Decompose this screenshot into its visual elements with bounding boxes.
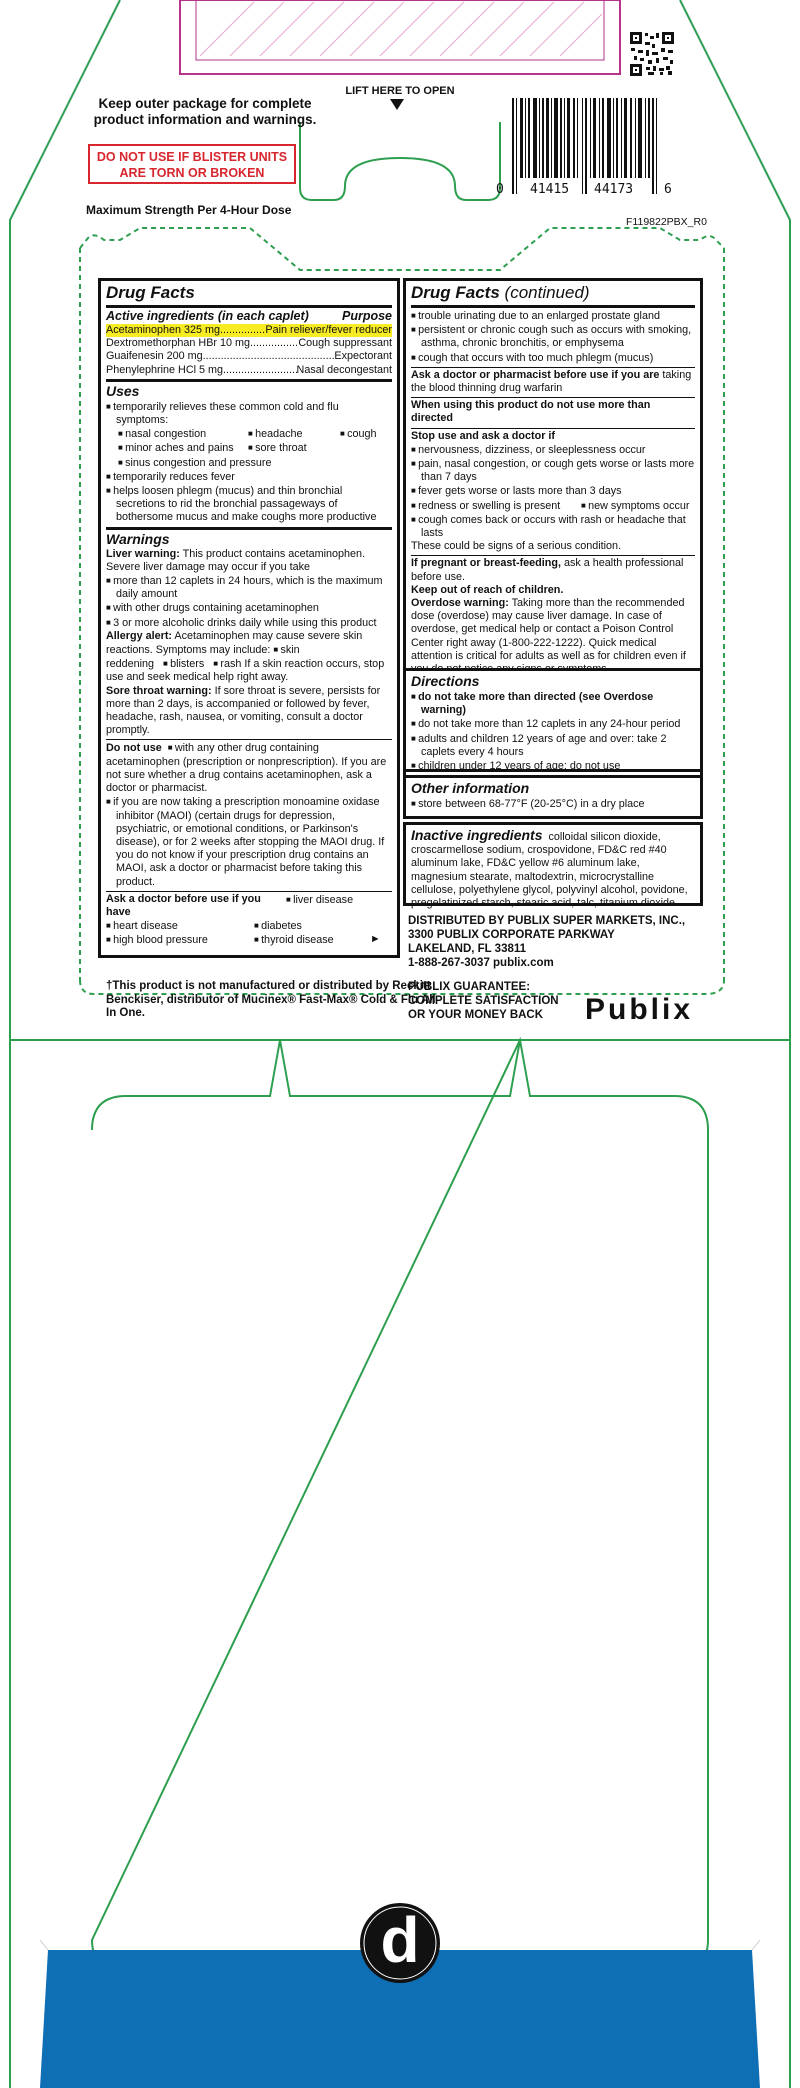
direction-item: ■ adults and children 12 years of age and over: take 2 caplets every 4 hours (411, 732, 695, 759)
uses-item: ■ temporarily relieves these common cold and flu symptoms: (106, 400, 392, 427)
stop-item-row: ■ redness or swelling is present ■ new symptoms occur (411, 499, 695, 513)
inactive-title: Inactive ingredients (411, 827, 543, 843)
ask-doctor-row: ■ heart disease ■ diabetes (106, 919, 392, 933)
ask-doctor-row: ■ high blood pressure ■ thyroid disease ► (106, 933, 392, 947)
direction-item: ■ do not take more than 12 caplets in any 24-hour period (411, 717, 695, 731)
drug-facts-title: Drug Facts (106, 283, 195, 302)
direction-item: ■ children under 12 years of age: do not use (411, 759, 695, 773)
publix-logo: Publix (585, 993, 694, 1026)
stop-item: ■ cough comes back or occurs with rash or headache that lasts (411, 513, 695, 540)
active-row: Acetaminophen 325 mg ..... Pain reliever/fever reducer (106, 324, 392, 337)
other-info-panel (403, 775, 703, 819)
drug-facts-cont-title: Drug Facts (continued) (411, 283, 590, 302)
sore-throat-warning: Sore throat warning: If sore throat is severe, persists for more than 2 days, is accompanied or followed by fever, headache, rash, nausea, or vomiting, consult a doctor promptly. (106, 684, 381, 737)
bottom-logo-letter: d (380, 1904, 420, 1976)
stop-item: ■ pain, nasal congestion, or cough gets worse or lasts more than 7 days (411, 457, 695, 484)
cont-item: ■ cough that occurs with too much phlegm (mucus) (411, 351, 695, 365)
continue-arrow-icon: ► (370, 933, 381, 946)
qr-code (630, 32, 674, 76)
drug-facts-panel (98, 278, 400, 958)
down-arrow-icon (390, 99, 404, 110)
directions-title: Directions (411, 673, 480, 689)
symptoms-row: ■ nasal congestion ■ headache ■ cough (106, 427, 392, 441)
ask-doctor-row: Ask a doctor before use if you have ■ liver disease (106, 893, 392, 919)
inactive-ingredients-panel (403, 822, 703, 910)
barcode (512, 98, 657, 194)
allergy-alert: Allergy alert: Acetaminophen may cause severe skin reactions. Symptoms may include: ■ skin reddening ■ blisters ■ rash If a skin reaction occurs, stop use and seek medical help right away. (106, 630, 392, 685)
liver-item: ■ with other drugs containing acetaminophen (106, 601, 392, 615)
inactive-text: colloidal silicon dioxide, croscarmellose sodium, crospovidone, FD&C red #40 aluminum lake, FD&C yellow #6 aluminum lake, magnesium stearate, maltodextrin, microcrystalline cellulose, polyethylene glycol, polyvinyl alcohol, povidone, pregelatinized starch, stearic acid, talc, titanium dioxide (411, 831, 688, 910)
do-not-use-item: ■ if you are now taking a prescription monoamine oxidase inhibitor (MAOI) (certain drugs for depression, psychiatric, or emotional conditions, or Parkinson's disease), or for 2 weeks after stopping the MAOI drug. If you do not know if your prescription drug contains an MAOI, ask a doctor or pharmacist before taking this product. (106, 795, 392, 888)
distributor-block: DISTRIBUTED BY PUBLIX SUPER MARKETS, INC., 3300 PUBLIX CORPORATE PARKWAY LAKELAND, FL 33811 1-888-267-3037 publix.com (408, 915, 686, 969)
when-using: When using this product do not use more than directed (411, 397, 695, 425)
max-strength-label: Maximum Strength Per 4-Hour Dose (86, 203, 292, 217)
ask-pharmacist-label: Ask a doctor or pharmacist before use if you are (411, 368, 660, 381)
stop-note: These could be signs of a serious condition. (411, 540, 622, 553)
barcode-check-digit: 6 (664, 182, 672, 197)
active-ingredients-header: Active ingredients (in each caplet) Purpose (106, 309, 392, 323)
ask-pharmacist-text: taking the blood thinning drug warfarin (411, 368, 692, 395)
barcode-left-digits: 41415 (530, 182, 570, 197)
overdose-warning: Overdose warning: Taking more than the recommended dose (overdose) may cause liver damage. In case of overdose, get medical help or contact a Poison Control Center right away (1-800-222-1222). Quick medical attention is critical for adults as well as for children even if (411, 597, 686, 662)
other-info-item: ■ store between 68-77°F (20-25°C) in a dry place (411, 797, 695, 811)
symptoms-row: ■ minor aches and pains ■ sore throat (106, 441, 392, 455)
uses-title: Uses (106, 382, 140, 399)
uses-item: ■ temporarily reduces fever (106, 470, 392, 484)
direction-item: ■ do not take more than directed (see Overdose warning) (411, 690, 695, 717)
blister-warning: DO NOT USE IF BLISTER UNITS ARE TORN OR BROKEN (88, 144, 296, 184)
barcode-first-digit: 0 (496, 182, 504, 197)
do-not-use: Do not use ■ with any other drug containing acetaminophen (prescription or nonprescription). If you are not sure whether a drug contains acetaminophen, ask a doctor or pharmacist. (106, 741, 392, 795)
liver-item: ■ 3 or more alcoholic drinks daily while using this product (106, 616, 392, 630)
footnote: †This product is not manufactured or distributed by Reckitt Benckiser, distributor of Mucinex® Fast-Max® Cold & Flu All In One. (106, 980, 436, 1019)
stop-item: ■ nervousness, dizziness, or sleeplessness occur (411, 443, 695, 457)
warnings-title: Warnings (106, 530, 170, 547)
other-info-title: Other information (411, 780, 530, 796)
liver-warning: Liver warning: This product contains acetaminophen. Severe liver damage may occur if you take (106, 547, 366, 573)
barcode-right-digits: 44173 (594, 182, 634, 197)
guarantee-block: PUBLIX GUARANTEE: COMPLETE SATISFACTION OR YOUR MONEY BACK (408, 981, 559, 1021)
uses-item: ■ helps loosen phlegm (mucus) and thin bronchial secretions to rid the bronchial passageways of bothersome mucus and make coughs more productive (106, 484, 392, 525)
active-row: Dextromethorphan HBr 10 mg ..... Cough suppressant (106, 337, 392, 350)
active-row: Phenylephrine HCl 5 mg ..... Nasal decongestant (106, 364, 392, 377)
stop-item: ■ fever gets worse or lasts more than 3 days (411, 484, 695, 498)
pregnancy-warning: If pregnant or breast-feeding, ask a health professional before use. (411, 557, 684, 583)
cont-item: ■ trouble urinating due to an enlarged prostate gland (411, 309, 695, 323)
active-row: Guaifenesin 200 mg ..... Expectorant (106, 350, 392, 363)
cont-item: ■ persistent or chronic cough such as occurs with smoking, asthma, chronic bronchitis, or emphysema (411, 323, 695, 350)
directions-panel (403, 668, 703, 772)
symptoms-row: ■ sinus congestion and pressure (106, 456, 392, 470)
lift-label[interactable]: LIFT HERE TO OPEN (345, 85, 455, 97)
liver-item: ■ more than 12 caplets in 24 hours, which is the maximum daily amount (106, 574, 392, 601)
lot-code: F119822PBX_R0 (626, 216, 707, 228)
keep-out-of-reach: Keep out of reach of children. (411, 583, 564, 596)
top-note: Keep outer package for complete product information and warnings. (93, 96, 317, 127)
stop-use-label: Stop use and ask a doctor if (411, 429, 555, 442)
